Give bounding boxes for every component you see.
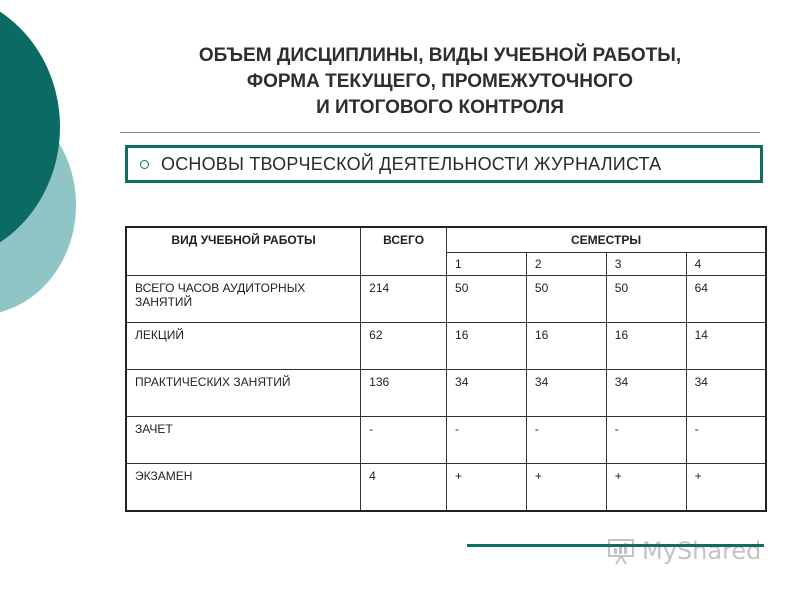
header-type: ВИД УЧЕБНОЙ РАБОТЫ bbox=[126, 227, 361, 276]
watermark-text: MyShared bbox=[642, 537, 762, 565]
row-label: ВСЕГО ЧАСОВ АУДИТОРНЫХ ЗАНЯТИЙ bbox=[126, 276, 361, 323]
title-line-2: ФОРМА ТЕКУЩЕГО, ПРОМЕЖУТОЧНОГО bbox=[246, 71, 634, 92]
row-total: 4 bbox=[361, 464, 447, 512]
row-label: ЛЕКЦИЙ bbox=[126, 323, 361, 370]
row-semester-value: 34 bbox=[447, 370, 527, 417]
semester-number: 1 bbox=[447, 253, 527, 276]
table-row bbox=[126, 370, 766, 417]
presentation-board-icon bbox=[606, 536, 636, 566]
semester-number: 4 bbox=[686, 253, 766, 276]
table-row bbox=[126, 417, 766, 464]
header-semesters: СЕМЕСТРЫ bbox=[447, 227, 766, 253]
title-line-3: И ИТОГОВОГО КОНТРОЛЯ bbox=[316, 97, 564, 118]
row-semester-value: + bbox=[526, 464, 606, 512]
table-row bbox=[126, 323, 766, 370]
row-label: ЗАЧЕТ bbox=[126, 417, 361, 464]
row-semester-value: - bbox=[686, 417, 766, 464]
row-semester-value: 50 bbox=[447, 276, 527, 323]
row-total: 62 bbox=[361, 323, 447, 370]
row-semester-value: 34 bbox=[606, 370, 686, 417]
row-label: ПРАКТИЧЕСКИХ ЗАНЯТИЙ bbox=[126, 370, 361, 417]
table-row bbox=[126, 464, 766, 512]
row-semester-value: 34 bbox=[686, 370, 766, 417]
subtitle-box bbox=[125, 145, 763, 183]
row-total: - bbox=[361, 417, 447, 464]
row-semester-value: 64 bbox=[686, 276, 766, 323]
work-table bbox=[125, 226, 767, 512]
watermark bbox=[606, 536, 761, 566]
row-semester-value: - bbox=[526, 417, 606, 464]
header-total: ВСЕГО bbox=[361, 227, 447, 276]
title-divider bbox=[120, 132, 760, 133]
row-semester-value: + bbox=[606, 464, 686, 512]
row-total: 214 bbox=[361, 276, 447, 323]
row-semester-value: 50 bbox=[606, 276, 686, 323]
row-semester-value: 14 bbox=[686, 323, 766, 370]
row-total: 136 bbox=[361, 370, 447, 417]
row-semester-value: 16 bbox=[606, 323, 686, 370]
row-semester-value: + bbox=[686, 464, 766, 512]
subtitle-text: ОСНОВЫ ТВОРЧЕСКОЙ ДЕЯТЕЛЬНОСТИ ЖУРНАЛИСТА bbox=[161, 153, 662, 174]
circle-bullet-icon bbox=[140, 160, 149, 169]
row-semester-value: - bbox=[606, 417, 686, 464]
page-title bbox=[120, 43, 760, 121]
table-header-row bbox=[126, 227, 766, 253]
row-semester-value: 16 bbox=[526, 323, 606, 370]
row-semester-value: 16 bbox=[447, 323, 527, 370]
table-row bbox=[126, 276, 766, 323]
row-semester-value: - bbox=[447, 417, 527, 464]
semester-number: 3 bbox=[606, 253, 686, 276]
row-semester-value: 34 bbox=[526, 370, 606, 417]
row-label: ЭКЗАМЕН bbox=[126, 464, 361, 512]
semester-number: 2 bbox=[526, 253, 606, 276]
title-line-1: ОБЪЕМ ДИСЦИПЛИНЫ, ВИДЫ УЧЕБНОЙ РАБОТЫ, bbox=[198, 45, 682, 66]
row-semester-value: + bbox=[447, 464, 527, 512]
row-semester-value: 50 bbox=[526, 276, 606, 323]
